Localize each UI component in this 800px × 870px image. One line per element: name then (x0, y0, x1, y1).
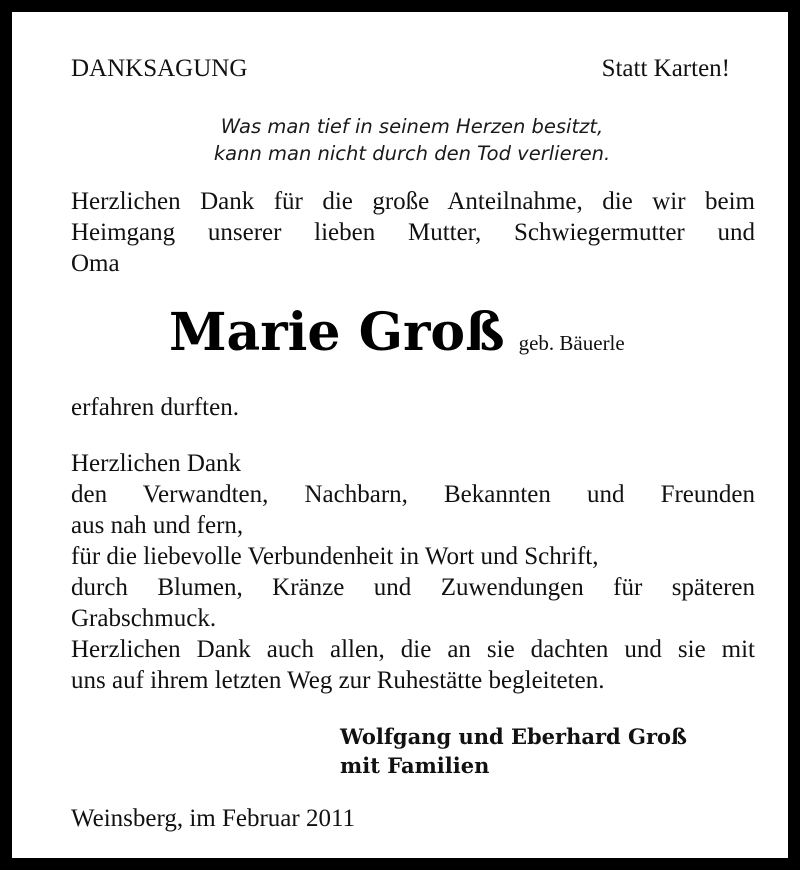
notice-heading: DANKSAGUNG (71, 55, 248, 82)
intro-paragraph (71, 186, 755, 279)
no-cards-note: Statt Karten! (601, 55, 730, 82)
intro-line: Heimgang unserer lieben Mutter, Schwiegermutter und (71, 219, 755, 246)
motto-line: Was man tief in seinem Herzen besitzt, (220, 115, 604, 138)
signature-line: Wolfgang und Eberhard Groß (340, 724, 687, 749)
thanks-line: uns auf ihrem letzten Weg zur Ruhestätte begleiteten. (71, 667, 605, 694)
place-date: Weinsberg, im Februar 2011 (71, 805, 356, 832)
thanks-line: durch Blumen, Kränze und Zuwendungen für späteren (71, 574, 755, 601)
thanks-line: für die liebevolle Verbundenheit in Wort und Schrift, (71, 543, 599, 570)
thanks-line: aus nah und fern, (71, 512, 244, 539)
thanks-line: Herzlichen Dank (71, 450, 242, 477)
thanks-line: Grabschmuck. (71, 605, 217, 632)
thanks-line: den Verwandten, Nachbarn, Bekannten und Freunden (71, 481, 755, 508)
signature-line: mit Familien (340, 753, 490, 778)
motto-quote (12, 113, 800, 167)
deceased-name-block (169, 302, 625, 363)
maiden-name: geb. Bäuerle (518, 331, 625, 355)
intro-line: Herzlichen Dank für die große Anteilnahme, die wir beim (71, 188, 755, 215)
signature-block (340, 722, 687, 780)
thanks-line: Herzlichen Dank auch allen, die an sie dachten und sie mit (71, 636, 755, 663)
after-name-text: erfahren durften. (71, 394, 239, 421)
after-name-paragraph (71, 392, 755, 423)
intro-line: Oma (71, 250, 120, 277)
thanks-paragraph (71, 448, 755, 696)
deceased-name: Marie Groß (169, 302, 505, 363)
motto-line: kann man nicht durch den Tod verlieren. (213, 142, 611, 165)
